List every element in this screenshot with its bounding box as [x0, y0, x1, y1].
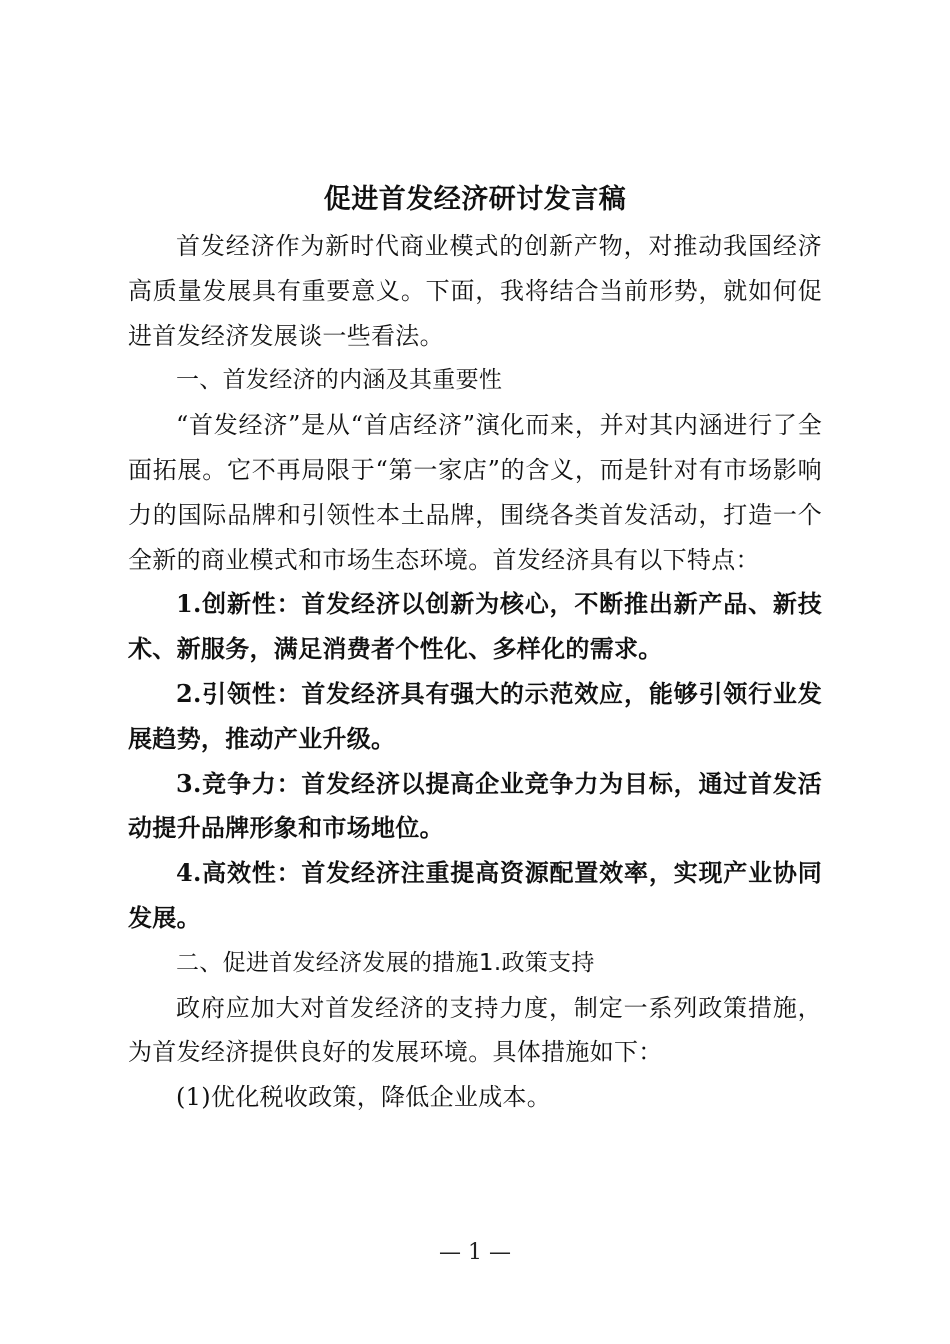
feature-item-efficiency: 4.高效性：首发经济注重提高资源配置效率，实现产业协同发展。 — [128, 858, 822, 932]
feature-item-competitiveness: 3.竞争力：首发经济以提高企业竞争力为目标，通过首发活动提升品牌形象和市场地位。 — [128, 768, 822, 843]
feature-item-leadership: 2.引领性：首发经济具有强大的示范效应，能够引领行业发展趋势，推动产业升级。 — [128, 678, 822, 753]
page-number: — 1 — — [439, 1240, 511, 1265]
definition-paragraph: “首发经济”是从“首店经济”演化而来，并对其内涵进行了全面拓展。它不再局限于“第一家店”的含义，而是针对有市场影响力的国际品牌和引领性本土品牌，围绕各类首发活动，打造一个全新的商业模式和市场生态环境。首发经济具有以下特点： — [128, 411, 822, 574]
section-heading-1: 一、首发经济的内涵及其重要性 — [176, 367, 503, 394]
policy-paragraph: 政府应加大对首发经济的支持力度，制定一系列政策措施，为首发经济提供良好的发展环境。具体措施如下： — [128, 993, 822, 1067]
section-heading-2: 二、促进首发经济发展的措施1.政策支持 — [176, 949, 595, 976]
policy-item-1: (1)优化税收政策，降低企业成本。 — [176, 1083, 552, 1112]
document-page — [128, 176, 822, 1120]
feature-item-innovation: 1.创新性：首发经济以创新为核心，不断推出新产品、新技术、新服务，满足消费者个性化、多样化的需求。 — [128, 589, 822, 664]
document-title: 促进首发经济研讨发言稿 — [323, 184, 627, 215]
intro-paragraph: 首发经济作为新时代商业模式的创新产物，对推动我国经济高质量发展具有重要意义。下面，我将结合当前形势，就如何促进首发经济发展谈一些看法。 — [128, 232, 822, 350]
